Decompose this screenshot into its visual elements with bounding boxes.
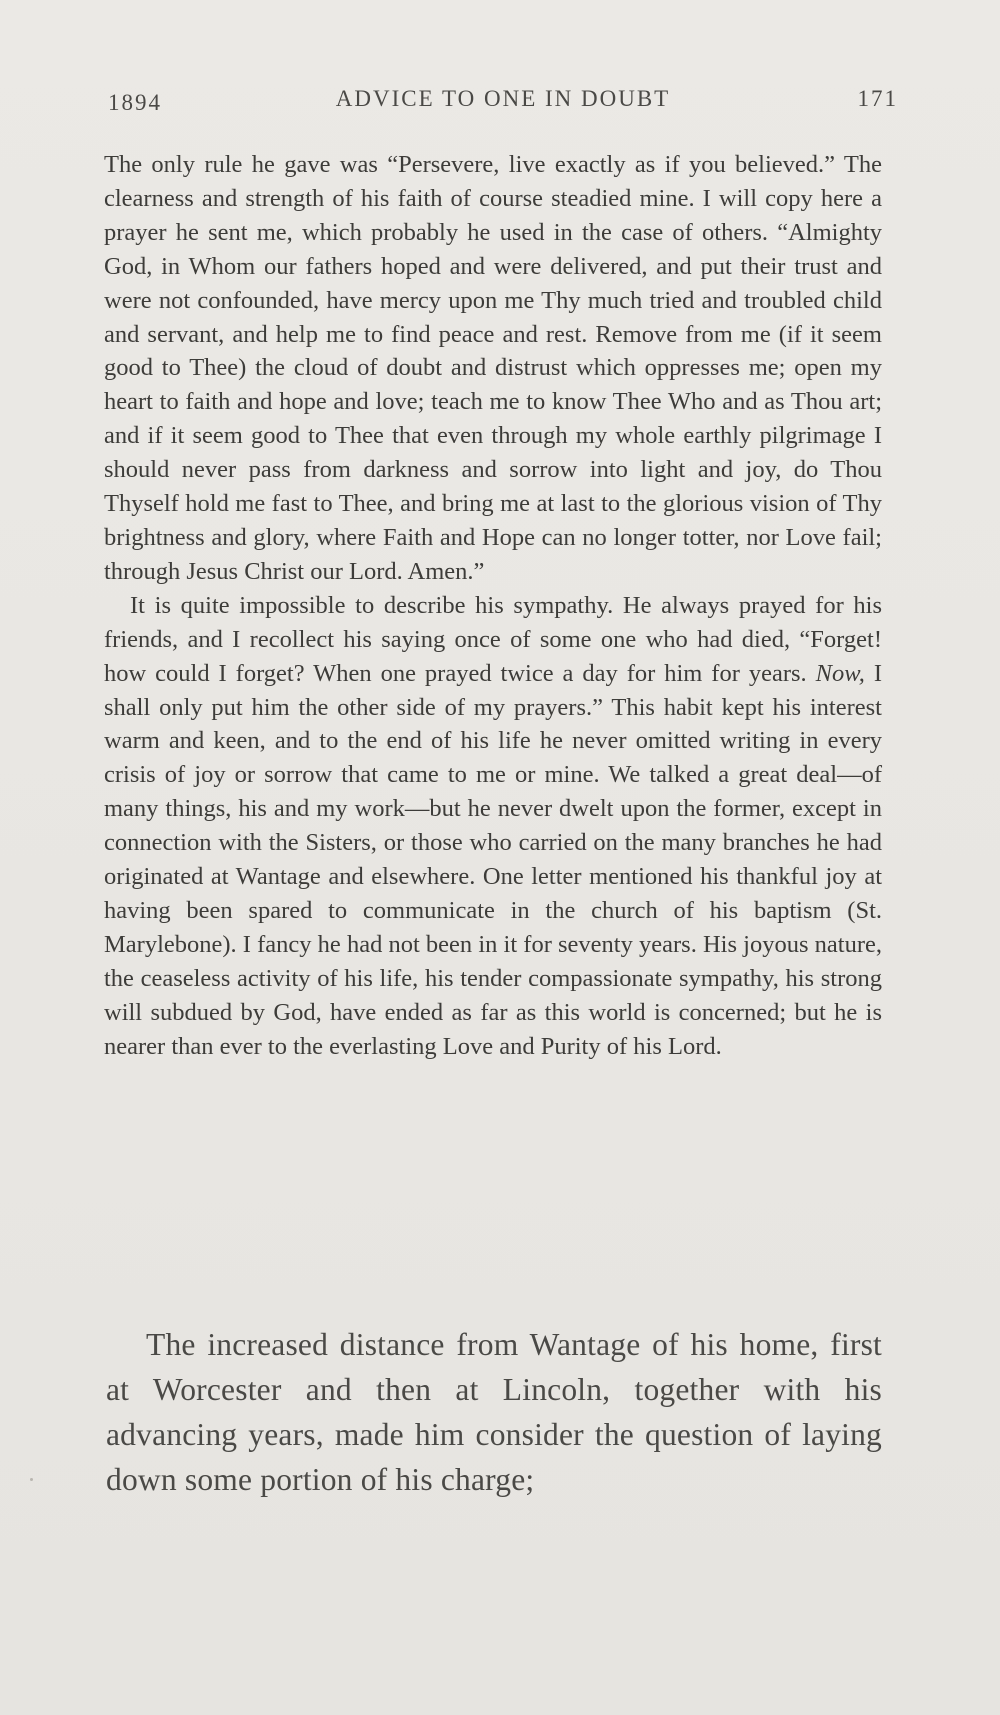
paper-speck bbox=[30, 1478, 33, 1481]
page-number: 171 bbox=[857, 86, 898, 111]
quoted-letter-text bbox=[104, 148, 882, 1063]
header-title: ADVICE TO ONE IN DOUBT bbox=[335, 86, 671, 111]
paragraph-prayer: The only rule he gave was “Persevere, live exactly as if you believed.” The clearness and strength of his faith of course steadied mine. I will copy here a prayer he sent me, which probably he used in the case of others. “Almighty God, in Whom our fathers hoped and were delivered, and put their trust and were not confounded, have mercy upon me Thy much tried and troubled child and servant, and help me to find peace and rest. Remove from me (if it seem good to Thee) the cloud of doubt and distrust which oppresses me; open my heart to faith and hope and love; teach me to know Thee Who and as Thou art; and if it seem good to Thee that even through my whole earthly pilgrimage I should never pass from darkness and sorrow into light and joy, do Thou Thyself hold me fast to Thee, and bring me at last to the glorious vision of Thy brightness and glory, where Faith and Hope can no longer totter, nor Love fail; through Jesus Christ our Lord. Amen.” bbox=[104, 151, 882, 585]
paragraph-sympathy bbox=[104, 589, 882, 1064]
paragraph-wantage: The increased distance from Wantage of his home, first at Worcester and then at Lincoln, together with his advancing years, made him consider the question of laying down some portion of his charge; bbox=[106, 1327, 882, 1497]
paragraph-sympathy-part2: I shall only put him the other side of my prayers.” This habit kept his interest warm and keen, and to the end of his life he never omitted writing in every crisis of joy or sorrow that came to me or mine. We talked a great deal—of many things, his and my work—but he never dwelt upon the former, except in connection with the Sisters, or those who carried on the many branches he had originated at Wantage and elsewhere. One letter mentioned his thankful joy at having been spared to communicate in the church of his baptism (St. Marylebone). I fancy he had not been in it for seventy years. His joyous nature, the ceaseless activity of his life, his tender compassionate sympathy, his strong will subdued by God, have ended as far as this world is concerned; but he is nearer than ever to the everlasting Love and Purity of his Lord. bbox=[104, 659, 882, 1060]
paragraph-sympathy-part1: It is quite impossible to describe his sympathy. He always prayed for his friends, and I recollect his saying once of some one who had died, “Forget! how could I forget? When one prayed twice a day for him for years. bbox=[104, 591, 882, 687]
main-narrative-text bbox=[106, 1322, 882, 1502]
italic-now: Now, bbox=[815, 659, 865, 687]
header-year: 1894 bbox=[108, 90, 162, 115]
running-head bbox=[108, 86, 898, 126]
